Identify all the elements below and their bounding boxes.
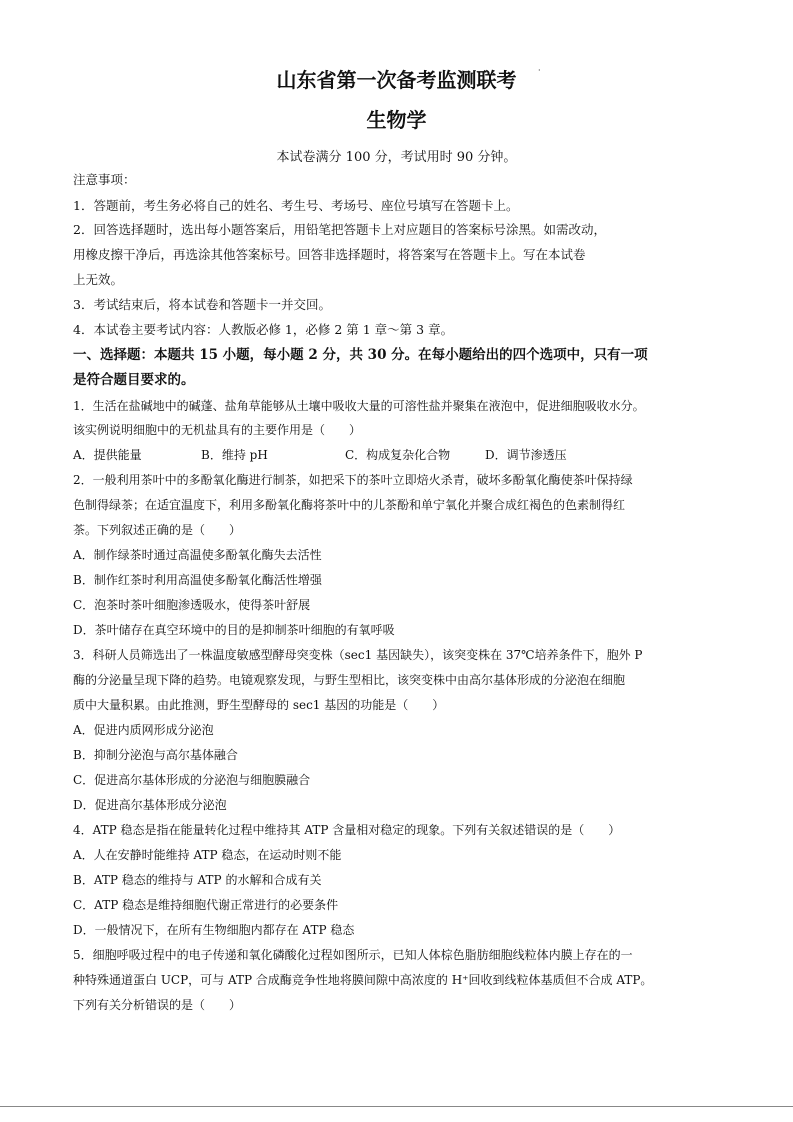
exam-meta: 本试卷满分 100 分，考试用时 90 分钟。 <box>276 150 517 165</box>
question-2-text: 茶。下列叙述正确的是（ ） <box>73 523 242 537</box>
option-b: B．维持 pH <box>201 448 268 462</box>
question-2-text: 色制得绿茶；在适宜温度下，利用多酚氧化酶将茶叶中的儿茶酚和单宁氧化并聚合成红褐色的色素制得红 <box>73 498 626 512</box>
page-bottom-rule <box>0 1106 793 1107</box>
section-heading-cont: 是符合题目要求的。 <box>73 372 195 388</box>
notice-item: 用橡皮擦干净后，再选涂其他答案标号。回答非选择题时，将答案写在答题卡上。写在本试卷 <box>73 247 586 262</box>
question-5-text: 种特殊通道蛋白 UCP，可与 ATP 合成酶竞争性地将膜间隙中高浓度的 H⁺回收到线粒体基质但不合成 ATP。 <box>73 973 653 987</box>
option-d: D．促进高尔基体形成分泌泡 <box>73 798 227 812</box>
option-d: D．调节渗透压 <box>485 448 567 462</box>
notice-item: 2．回答选择题时，选出每小题答案后，用铅笔把答题卡上对应题目的答案标号涂黑。如需改动， <box>73 222 606 237</box>
option-b: B．制作红茶时利用高温使多酚氧化酶活性增强 <box>73 573 322 587</box>
question-2-text: 2．一般利用茶叶中的多酚氧化酶进行制茶，如把采下的茶叶立即焙火杀青，破坏多酚氧化酶使茶叶保持绿 <box>73 473 633 487</box>
option-b: B．ATP 稳态的维持与 ATP 的水解和合成有关 <box>73 873 322 887</box>
option-d: D．一般情况下，在所有生物细胞内都存在 ATP 稳态 <box>73 923 355 937</box>
option-c: C．ATP 稳态是维持细胞代谢正常进行的必要条件 <box>73 898 339 912</box>
exam-title: 山东省第一次备考监测联考 <box>276 68 517 92</box>
option-c: C．构成复杂化合物 <box>345 448 451 462</box>
question-3-text: 质中大量积累。由此推测，野生型酵母的 sec1 基因的功能是（ ） <box>73 698 445 712</box>
notice-heading: 注意事项： <box>73 172 136 187</box>
option-a: A．人在安静时能维持 ATP 稳态，在运动时则不能 <box>73 848 342 862</box>
question-5-text: 5．细胞呼吸过程中的电子传递和氧化磷酸化过程如图所示，已知人体棕色脂肪细胞线粒体内膜上存在的一 <box>73 948 633 962</box>
notice-item: 1．答题前，考生务必将自己的姓名、考生号、考场号、座位号填写在答题卡上。 <box>73 198 519 213</box>
question-5-text: 下列有关分析错误的是（ ） <box>73 998 242 1012</box>
question-4-text: 4．ATP 稳态是指在能量转化过程中维持其 ATP 含量相对稳定的现象。下列有关叙述错误的是（ ） <box>73 823 621 837</box>
subject-title: 生物学 <box>366 108 427 132</box>
option-b: B．抑制分泌泡与高尔基体融合 <box>73 748 238 762</box>
notice-item: 3．考试结束后，将本试卷和答题卡一并交回。 <box>73 297 331 312</box>
section-heading: 一、选择题：本题共 15 小题，每小题 2 分，共 30 分。在每小题给出的四个选项中，只有一项 <box>73 347 648 363</box>
option-c: C．泡茶时茶叶细胞渗透吸水，使得茶叶舒展 <box>73 598 311 612</box>
option-d: D．茶叶储存在真空环境中的目的是抑制茶叶细胞的有氧呼吸 <box>73 623 395 637</box>
question-3-text: 酶的分泌量呈现下降的趋势。电镜观察发现，与野生型相比，该突变株中由高尔基体形成的分泌泡在细胞 <box>73 673 626 687</box>
option-a: A．提供能量 <box>73 448 142 462</box>
question-1-text: 1．生活在盐碱地中的碱蓬、盐角草能够从土壤中吸收大量的可溶性盐并聚集在液泡中，促进细胞吸收水分。 <box>73 399 645 413</box>
option-a: A．制作绿茶时通过高温使多酚氧化酶失去活性 <box>73 548 322 562</box>
option-c: C．促进高尔基体形成的分泌泡与细胞膜融合 <box>73 773 311 787</box>
notice-item: 上无效。 <box>73 272 124 287</box>
option-a: A．促进内质网形成分泌泡 <box>73 723 214 737</box>
question-3-text: 3．科研人员筛选出了一株温度敏感型酵母突变株（sec1 基因缺失），该突变株在 37℃培养条件下，胞外 P <box>73 648 643 662</box>
stray-mark: · <box>538 66 541 75</box>
question-1-options <box>73 443 725 467</box>
question-1-text: 该实例说明细胞中的无机盐具有的主要作用是（ ） <box>73 423 362 437</box>
notice-item: 4．本试卷主要考试内容：人教版必修 1，必修 2 第 1 章～第 3 章。 <box>73 322 454 337</box>
